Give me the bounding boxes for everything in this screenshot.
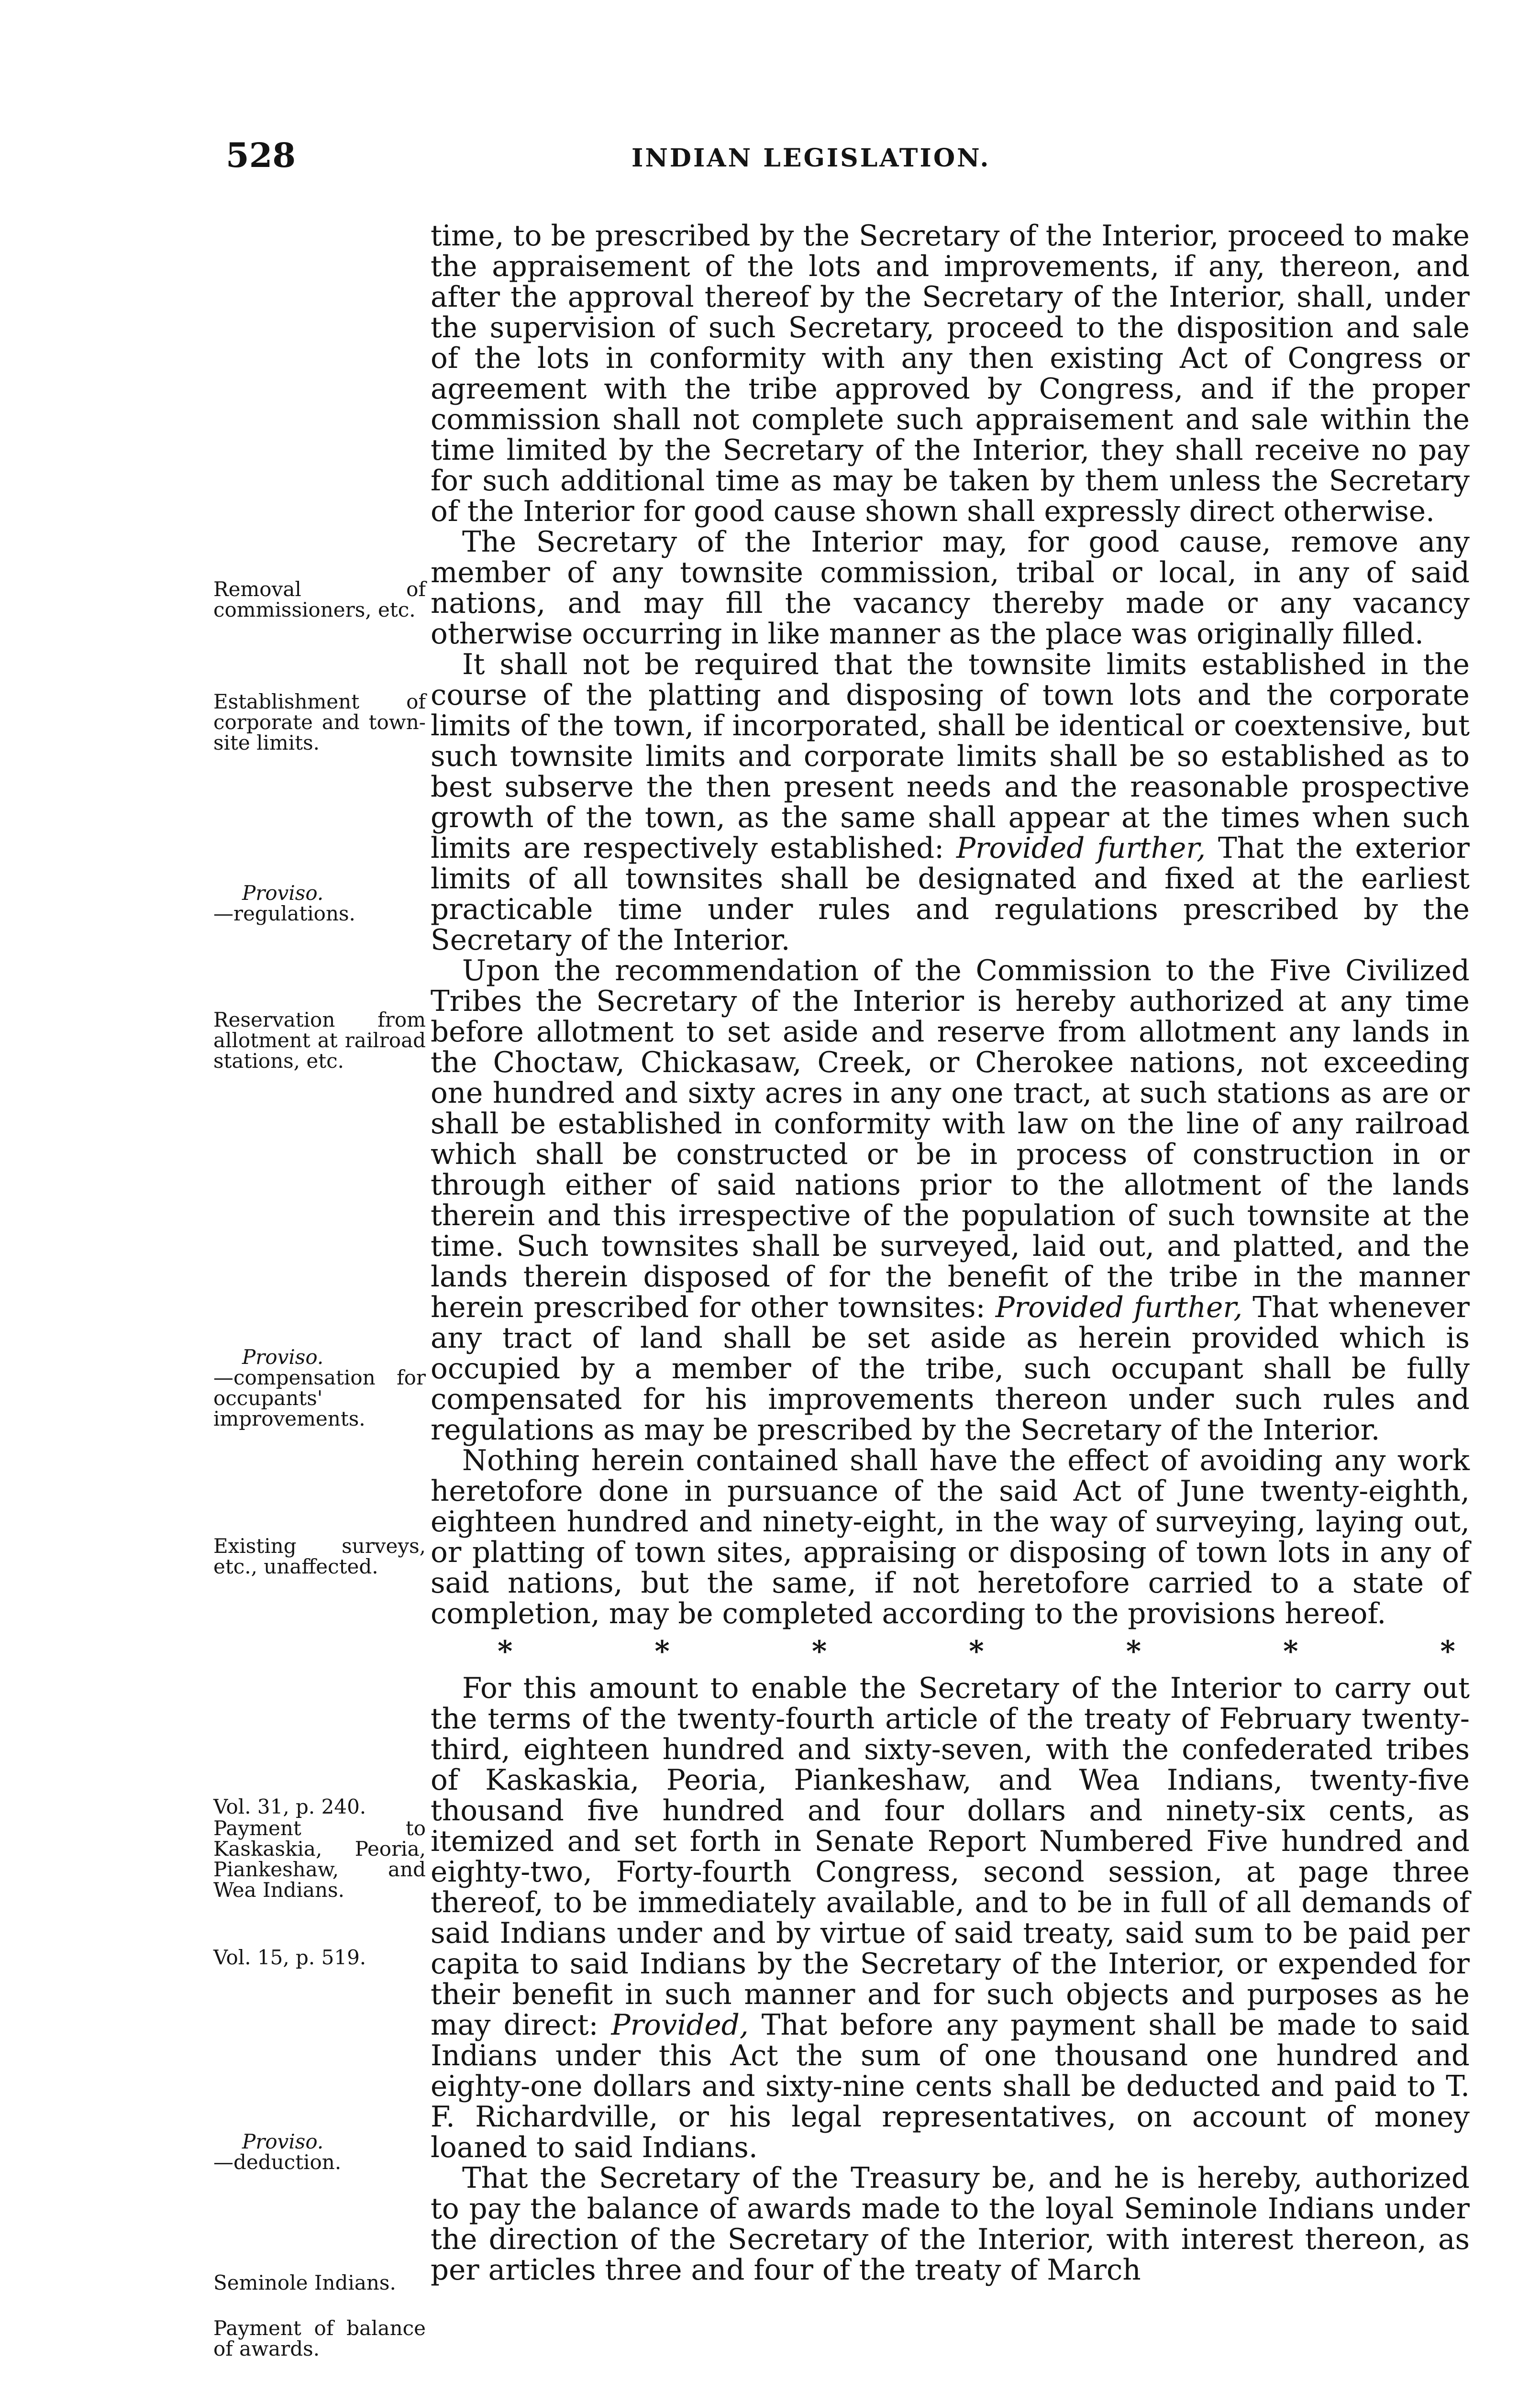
running-title: INDIAN LEGISLATION. [632, 144, 991, 173]
asterisk: * [1440, 1635, 1455, 1668]
paragraph-removal: The Secretary of the Interior may, for good cause, remove any member of any townsite commission, tribal or local, in any of said nations, and may fill the vacancy thereby made or any vacancy otherwise occurring in like manner as the place was originally filled. [431, 526, 1470, 651]
proviso-phrase: Provided further, [995, 1291, 1243, 1324]
proviso-label: Proviso. [242, 1345, 324, 1369]
paragraph-seminole: That the Secretary of the Treasury be, and he is hereby, authorized to pay the balance of awards made to the loyal Seminole Indians under the direction of the Secretary of the Interior, with interest thereon, as per articles three and four of the treaty of March [431, 2162, 1470, 2287]
margin-note-establishment: Establishment of corporate and town-site limits. [213, 690, 426, 754]
asterisk: * [811, 1635, 827, 1668]
proviso-text: —regulations. [213, 902, 355, 925]
proviso-label: Proviso. [242, 2130, 324, 2153]
text-run: That before any payment shall be made to said Indians under this Act the sum of one thousand one hundred and eighty-one dollars and sixty-nine cents shall be deducted and paid to T. F. Richardville, or his legal representatives, on account of money loaned to said Indians. [431, 2009, 1470, 2164]
paragraph-existing-surveys: Nothing herein contained shall have the effect of avoiding any work heretofore done in pursuance of the said Act of June twenty-eighth, eighteen hundred and ninety-eight, in the way of surveying, laying out, or platting of town sites, appraising or disposing of town lots in any of said nations, but the same, if not heretofore carried to a state of completion, may be completed according to the provisions hereof. [431, 1444, 1470, 1630]
asterisk: * [654, 1635, 670, 1668]
margin-note-removal: Removal of commissioners, etc. [213, 577, 426, 621]
text-run: Upon the recommendation of the Commission to the Five Civilized Tribes the Secretary of the Interior is hereby authorized at any time before allotment to set aside and reserve from allotment any lands in the Choctaw, Chickasaw, Creek, or Cherokee nations, not exceeding one hundred and sixty acres in any one tract, at such stations as are or shall be established in conformity with law on the line of any railroad which shall be constructed or be in process of construction in or through either of said nations prior to the allotment of the lands therein and this irrespective of the population of such townsite at the time. Such townsites shall be surveyed, laid out, and platted, and the lands therein disposed of for the benefit of the tribe in the manner herein prescribed for other townsites: [431, 954, 1470, 1324]
margin-note-payment-kaskaskia: Payment to Kaskaskia, Peoria, Piankeshaw, and Wea Indians. [213, 1816, 426, 1902]
section-break-asterisks [431, 1629, 1470, 1673]
proviso-text: —compensation for occupants' improvements. [213, 1366, 426, 1430]
margin-note-seminole: Seminole Indians. [213, 2271, 396, 2294]
paragraph-kaskaskia-payment [431, 1673, 1470, 2163]
text-run: That the exterior limits of all townsites shall be designated and fixed at the earliest practicable time under rules and regulations prescribed by the Secretary of the Interior. [431, 832, 1470, 957]
margin-note-vol15: Vol. 15, p. 519. [213, 1946, 366, 1969]
paragraph-reservation [431, 956, 1470, 1446]
text-run: That whenever any tract of land shall be set aside as herein provided which is occupied by a member of the tribe, such occupant shall be fully compensated for his improvements thereon under such rules and regulations as may be prescribed by the Secretary of the Interior. [431, 1291, 1470, 1447]
asterisk: * [498, 1635, 513, 1668]
proviso-text: —deduction. [213, 2150, 342, 2174]
margin-note-existing-surveys: Existing surveys, etc., unaffected. [213, 1534, 426, 1578]
body-text [431, 221, 1470, 2286]
text-run: It shall not be required that the townsite limits established in the course of the platting and disposing of town lots and the corporate limits of the town, if incorporated, shall be identical or coextensive, but such townsite limits and corporate limits shall be so established as to best subserve the then present needs and the reasonable prospective growth of the town, as the same shall appear at the times when such limits are respectively established: [431, 648, 1470, 865]
text-run: For this amount to enable the Secretary of the Interior to carry out the terms of the twenty-fourth article of the treaty of February twenty-third, eighteen hundred and sixty-seven, with the confederated tribes of Kaskaskia, Peoria, Piankeshaw, and Wea Indians, twenty-five thousand five hundred and four dollars and ninety-six cents, as itemized and set forth in Senate Report Numbered Five hundred and eighty-two, Forty-fourth Congress, second session, at page three thereof, to be immediately available, and to be in full of all demands of said Indians under and by virtue of said treaty, said sum to be paid per capita to said Indians by the Secretary of the Interior, or expended for their benefit in such manner and for such objects and purposes as he may direct: [431, 1672, 1470, 2042]
page-number: 528 [226, 135, 296, 175]
margin-note-reservation: Reservation from allotment at railroad stations, etc. [213, 1008, 426, 1073]
margin-note-proviso-compensation [213, 1347, 426, 1429]
paragraph-townsite-limits [431, 650, 1470, 956]
asterisk: * [1283, 1635, 1298, 1668]
margin-note-proviso-deduction [213, 2131, 426, 2172]
asterisk: * [969, 1635, 984, 1668]
proviso-phrase: Provided, [611, 2009, 749, 2042]
proviso-label: Proviso. [242, 881, 324, 905]
margin-note-seminole-payment: Payment of balance of awards. [213, 2316, 426, 2360]
asterisk: * [1126, 1635, 1141, 1668]
margin-note-vol31: Vol. 31, p. 240. [213, 1795, 366, 1818]
margin-note-proviso-regulations [213, 883, 426, 924]
proviso-phrase: Provided further, [956, 832, 1206, 865]
paragraph-appraisement: time, to be prescribed by the Secretary of the Interior, proceed to make the appraisement of the lots and improvements, if any, thereon, and after the approval thereof by the Secretary of the Interior, shall, under the supervision of such Secretary, proceed to the disposition and sale of the lots in conformity with any then existing Act of Congress or agreement with the tribe approved by Congress, and if the proper commission shall not complete such appraisement and sale within the time limited by the Secretary of the Interior, they shall receive no pay for such additional time as may be taken by them unless the Secretary of the Interior for good cause shown shall expressly direct otherwise. [431, 220, 1470, 528]
